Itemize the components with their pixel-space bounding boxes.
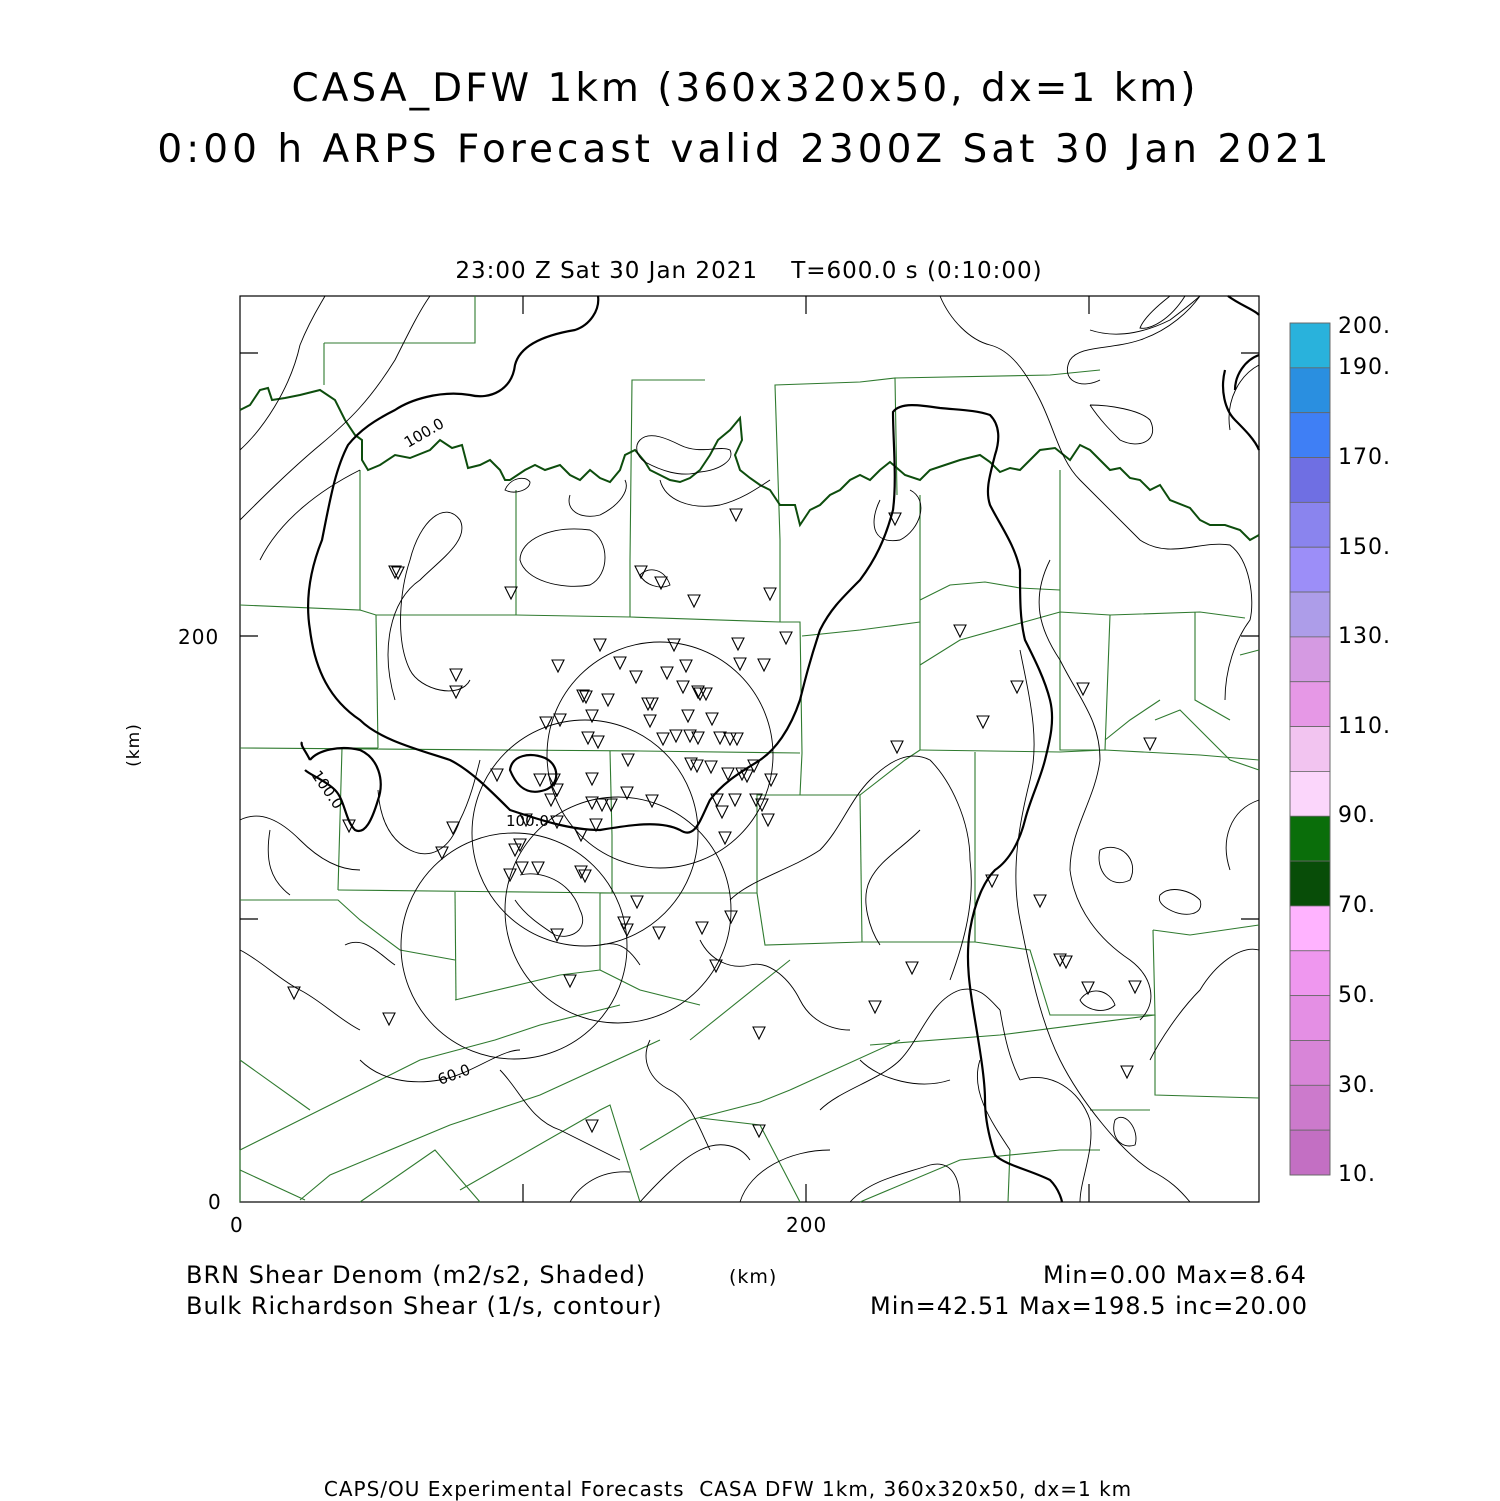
contour-label: 60.0 (435, 1060, 473, 1089)
station-marker (491, 769, 503, 781)
station-marker (705, 761, 717, 773)
station-marker (592, 736, 604, 748)
station-marker (552, 660, 564, 672)
station-marker (668, 639, 680, 651)
station-marker (644, 715, 656, 727)
colorbar-label: 50. (1338, 983, 1376, 1008)
plot-subtitle: 23:00 Z Sat 30 Jan 2021 T=600.0 s (0:10:00) (455, 258, 1043, 284)
colorbar-swatch (1290, 727, 1330, 772)
station-marker (869, 1001, 881, 1013)
station-marker (680, 660, 692, 672)
station-marker (756, 799, 768, 811)
station-marker (682, 710, 694, 722)
station-marker (564, 975, 576, 987)
colorbar-label: 30. (1338, 1073, 1376, 1098)
station-marker (730, 509, 742, 521)
station-marker (450, 686, 462, 698)
contour-label: 100.0 (307, 766, 348, 813)
station-marker (706, 713, 718, 725)
station-marker (450, 669, 462, 681)
station-marker (436, 847, 448, 859)
colorbar-swatch (1290, 1130, 1330, 1175)
station-marker (505, 587, 517, 599)
y-tick-label: 0 (208, 1190, 222, 1214)
y-axis-label: (km) (123, 723, 144, 767)
contour-label: 100.0 (506, 812, 549, 830)
station-markers (288, 509, 1156, 1137)
x-tick-label: 0 (230, 1213, 244, 1237)
station-marker (688, 595, 700, 607)
station-marker (383, 1013, 395, 1025)
station-marker (657, 733, 669, 745)
shaded-field-label: BRN Shear Denom (m2/s2, Shaded) (186, 1261, 647, 1289)
county-boundaries (240, 296, 1259, 1202)
colorbar-swatch (1290, 637, 1330, 682)
colorbar-swatch (1290, 816, 1330, 861)
colorbar-label: 90. (1338, 803, 1376, 828)
station-marker (622, 754, 634, 766)
station-marker (516, 862, 528, 874)
contour-label: 100.0 (401, 414, 448, 452)
station-marker (1121, 1066, 1133, 1078)
radar-ring (547, 642, 773, 868)
station-marker (631, 896, 643, 908)
colorbar-label: 170. (1338, 445, 1391, 470)
footer-credit: CAPS/OU Experimental Forecasts CASA DFW 1km, 360x320x50, dx=1 km (323, 1477, 1133, 1501)
colorbar-swatch (1290, 906, 1330, 951)
station-marker (579, 870, 591, 882)
colorbar (1290, 323, 1330, 1175)
station-marker (602, 694, 614, 706)
y-tick-label: 200 (178, 625, 220, 649)
station-marker (586, 773, 598, 785)
station-marker (534, 774, 546, 786)
colorbar-swatch (1290, 413, 1330, 458)
colorbar-swatch (1290, 458, 1330, 503)
station-marker (753, 1027, 765, 1039)
colorbar-label: 190. (1338, 355, 1391, 380)
contour-field-label: Bulk Richardson Shear (1/s, contour) (186, 1292, 663, 1320)
colorbar-swatch (1290, 996, 1330, 1041)
colorbar-swatch (1290, 1085, 1330, 1130)
station-marker (582, 732, 594, 744)
station-marker (661, 667, 673, 679)
colorbar-label: 200. (1338, 314, 1391, 339)
station-marker (764, 588, 776, 600)
colorbar-label: 110. (1338, 714, 1391, 739)
station-marker (1034, 895, 1046, 907)
station-marker (719, 832, 731, 844)
station-marker (729, 794, 741, 806)
forecast-valid-time: 0:00 h ARPS Forecast valid 2300Z Sat 30 Jan 2021 (157, 127, 1333, 172)
x-axis-label: (km) (729, 1266, 778, 1288)
station-marker (1011, 681, 1023, 693)
station-marker (545, 794, 557, 806)
x-tick-label: 200 (786, 1213, 828, 1237)
contour-field-range: Min=42.51 Max=198.5 inc=20.00 (870, 1292, 1308, 1320)
colorbar-swatch (1290, 951, 1330, 996)
station-marker (1144, 738, 1156, 750)
colorbar-label: 130. (1338, 624, 1391, 649)
station-marker (532, 862, 544, 874)
station-marker (716, 806, 728, 818)
station-marker (646, 698, 658, 710)
station-marker (696, 922, 708, 934)
station-marker (734, 658, 746, 670)
station-marker (954, 625, 966, 637)
colorbar-swatch (1290, 682, 1330, 727)
station-marker (977, 716, 989, 728)
colorbar-swatch (1290, 547, 1330, 592)
station-marker (906, 962, 918, 974)
station-marker (551, 929, 563, 941)
station-marker (642, 698, 654, 710)
shaded-field-range: Min=0.00 Max=8.64 (1043, 1261, 1307, 1289)
radar-range-rings (401, 642, 773, 1059)
colorbar-swatch (1290, 502, 1330, 547)
station-marker (986, 875, 998, 887)
colorbar-label: 10. (1338, 1162, 1376, 1187)
station-marker (586, 1120, 598, 1132)
station-marker (653, 927, 665, 939)
station-marker (758, 659, 770, 671)
colorbar-swatch (1290, 368, 1330, 413)
station-marker (670, 730, 682, 742)
colorbar-swatch (1290, 861, 1330, 906)
station-marker (732, 638, 744, 650)
station-marker (630, 671, 642, 683)
contour-labels (308, 414, 549, 1088)
station-marker (891, 741, 903, 753)
station-marker (762, 814, 774, 826)
station-marker (614, 657, 626, 669)
station-marker (575, 866, 587, 878)
colorbar-label: 70. (1338, 893, 1376, 918)
colorbar-swatch (1290, 323, 1330, 368)
colorbar-label: 150. (1338, 535, 1391, 560)
station-marker (677, 681, 689, 693)
colorbar-swatch (1290, 1040, 1330, 1085)
colorbar-swatch (1290, 592, 1330, 637)
station-marker (780, 632, 792, 644)
plot-title: CASA_DFW 1km (360x320x50, dx=1 km) (291, 66, 1199, 111)
station-marker (504, 869, 516, 881)
station-marker (1129, 981, 1141, 993)
station-marker (594, 639, 606, 651)
colorbar-swatch (1290, 771, 1330, 816)
